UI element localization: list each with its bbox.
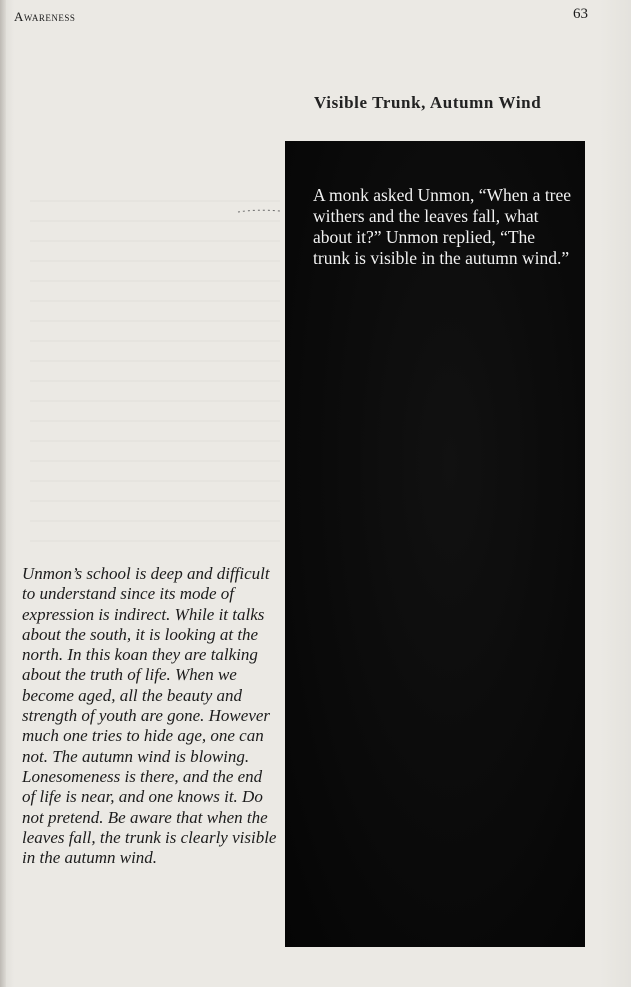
page-gutter [0,0,6,987]
running-head: Awareness [14,9,76,24]
koan-text: A monk asked Unmon, “When a tree withers and the leaves fall, what about it?” Unmon replied, “The trunk is visible in the autumn wind.” [313,185,572,268]
commentary-text: Unmon’s school is deep and difficult to understand since its mode of expression is indirect. While it talks about the south, it is looking at the north. In this koan they are talking about the truth of life. When we become aged, all the beauty and strength of youth are gone. However much one tries to hide age, one can not. The autumn wind is blowing. Lonesomeness is there, and the end of life is near, and one knows it. Do not pretend. Be aware that when the leaves fall, the trunk is clearly visible in the autumn wind. [22,564,277,868]
chapter-title: Visible Trunk, Autumn Wind [314,93,542,112]
page-number: 63 [573,6,588,22]
brush-stroke-mark [236,206,282,216]
show-through-texture [30,200,280,560]
koan-panel [285,141,585,947]
